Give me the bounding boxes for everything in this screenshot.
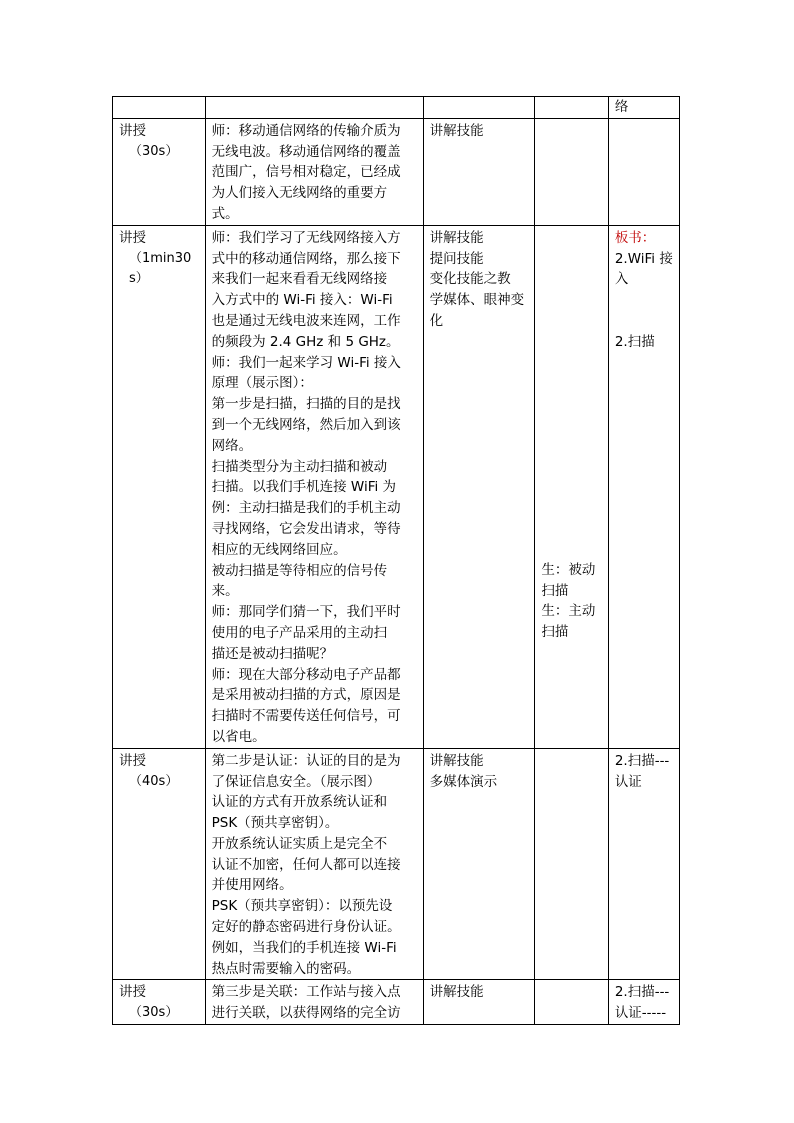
content-line: 师：那同学们猜一下，我们平时 bbox=[211, 604, 401, 621]
board-cell bbox=[608, 980, 679, 1025]
stage-cell bbox=[113, 980, 206, 1025]
content-line: 被动扫描是等待相应的信号传 bbox=[211, 562, 388, 579]
board-line: 认证----- bbox=[614, 1005, 667, 1022]
board-cell bbox=[608, 118, 679, 225]
lesson-plan-table bbox=[112, 96, 680, 1025]
content-line: PSK（预共享密钥）。 bbox=[211, 815, 339, 832]
content-line: 相应的无线网络回应。 bbox=[211, 541, 347, 558]
content-cell bbox=[205, 748, 423, 980]
content-line: 进行关联，以获得网络的完全访 bbox=[211, 1005, 401, 1022]
stage-duration: （1min30s） bbox=[129, 250, 192, 287]
content-line: 第三步是关联：工作站与接入点 bbox=[211, 984, 401, 1001]
content-line: 师：我们学习了无线网络接入方 bbox=[211, 229, 401, 246]
stage-cell bbox=[113, 225, 206, 748]
student-cell bbox=[535, 980, 608, 1025]
board-line: 2.扫描--- bbox=[614, 752, 670, 769]
content-line: 入方式中的 Wi-Fi 接入：Wi-Fi bbox=[211, 292, 393, 309]
table-row bbox=[113, 225, 680, 748]
skill-line: 讲解技能 bbox=[429, 752, 484, 769]
stage-label: 讲授 bbox=[119, 122, 146, 139]
student-line: 扫描 bbox=[541, 624, 569, 641]
student-cell bbox=[535, 748, 608, 980]
stage-duration: （30s） bbox=[129, 143, 179, 159]
content-line: 认证的方式有开放系统认证和 bbox=[211, 794, 388, 811]
content-line: 师：移动通信网络的传输介质为 bbox=[211, 122, 401, 139]
content-line: 描还是被动扫描呢？ bbox=[211, 645, 334, 662]
content-line: 使用的电子产品采用的主动扫 bbox=[211, 624, 388, 641]
board-title: 板书： bbox=[614, 229, 656, 246]
content-line: 扫描。以我们手机连接 WiFi 为 bbox=[211, 479, 397, 496]
content-line: 热点时需要输入的密码。 bbox=[211, 960, 361, 977]
student-cell bbox=[535, 118, 608, 225]
content-line: 到一个无线网络，然后加入到该 bbox=[211, 416, 401, 433]
student-line: 生：主动 bbox=[541, 603, 596, 620]
board-line: 2.WiFi 接 bbox=[614, 250, 673, 267]
skill-line: 变化技能之教 bbox=[429, 271, 511, 288]
stage-label: 讲授 bbox=[119, 752, 146, 769]
board-line: 2.扫描 bbox=[614, 333, 655, 350]
content-line: 例：主动扫描是我们的手机主动 bbox=[211, 500, 401, 517]
content-line: 来。 bbox=[211, 583, 239, 600]
stage-label: 讲授 bbox=[119, 984, 146, 1001]
table-row bbox=[113, 97, 680, 119]
content-line: 式中的移动通信网络，那么接下 bbox=[211, 250, 401, 267]
content-line: 师：我们一起来学习 Wi-Fi 接入 bbox=[211, 354, 401, 371]
content-line: 以省电。 bbox=[211, 728, 266, 745]
content-line: 例如，当我们的手机连接 Wi-Fi bbox=[211, 939, 397, 956]
board-line: 认证 bbox=[614, 773, 642, 790]
content-line: 并使用网络。 bbox=[211, 877, 293, 894]
content-line: 师：现在大部分移动电子产品都 bbox=[211, 666, 401, 683]
table-row bbox=[113, 748, 680, 980]
content-line: 无线电波。移动通信网络的覆盖 bbox=[211, 143, 401, 160]
stage-duration: （40s） bbox=[129, 773, 179, 789]
content-line: PSK（预共享密钥）：以预先设 bbox=[211, 898, 393, 915]
content-line: 扫描类型分为主动扫描和被动 bbox=[211, 458, 388, 475]
content-line: 第二步是认证：认证的目的是为 bbox=[211, 752, 401, 769]
skills-cell bbox=[423, 748, 535, 980]
content-cell bbox=[205, 980, 423, 1025]
content-line: 定好的静态密码进行身份认证。 bbox=[211, 919, 401, 936]
skill-line: 化 bbox=[429, 312, 444, 329]
student-line: 扫描 bbox=[541, 582, 569, 599]
stage-cell bbox=[113, 748, 206, 980]
board-cell bbox=[608, 748, 679, 980]
skills-cell bbox=[423, 97, 535, 119]
skill-line: 多媒体演示 bbox=[429, 773, 498, 790]
content-line: 来我们一起来看看无线网络接 bbox=[211, 271, 388, 288]
content-line: 是采用被动扫描的方式，原因是 bbox=[211, 687, 401, 704]
content-line: 也是通过无线电波来连网，工作 bbox=[211, 312, 401, 329]
content-line: 范围广，信号相对稳定，已经成 bbox=[211, 164, 401, 181]
board-line: 入 bbox=[614, 271, 629, 288]
content-cell bbox=[205, 118, 423, 225]
skill-line: 讲解技能 bbox=[429, 229, 484, 246]
skill-line: 讲解技能 bbox=[429, 122, 484, 139]
student-cell bbox=[535, 97, 608, 119]
content-cell bbox=[205, 97, 423, 119]
content-line: 为人们接入无线网络的重要方 bbox=[211, 185, 388, 202]
skill-line: 学媒体、眼神变 bbox=[429, 292, 525, 309]
skill-line: 提问技能 bbox=[429, 250, 484, 267]
student-cell bbox=[535, 225, 608, 748]
content-line: 第一步是扫描，扫描的目的是找 bbox=[211, 396, 401, 413]
content-line: 式。 bbox=[211, 205, 239, 222]
skills-cell bbox=[423, 980, 535, 1025]
content-line: 认证不加密，任何人都可以连接 bbox=[211, 856, 401, 873]
skills-cell bbox=[423, 118, 535, 225]
stage-cell bbox=[113, 97, 206, 119]
stage-duration: （30s） bbox=[129, 1005, 179, 1021]
board-cell bbox=[608, 225, 679, 748]
board-line: 络 bbox=[614, 99, 629, 115]
student-line: 生：被动 bbox=[541, 561, 596, 578]
board-cell bbox=[608, 97, 679, 119]
content-line: 的频段为 2.4 GHz 和 5 GHz。 bbox=[211, 333, 400, 350]
table-row bbox=[113, 118, 680, 225]
content-line: 开放系统认证实质上是完全不 bbox=[211, 835, 388, 852]
board-line: 2.扫描--- bbox=[614, 984, 670, 1001]
content-line: 扫描时不需要传送任何信号，可 bbox=[211, 708, 401, 725]
content-line: 寻找网络，它会发出请求，等待 bbox=[211, 520, 401, 537]
content-line: 网络。 bbox=[211, 437, 253, 454]
stage-label: 讲授 bbox=[119, 229, 146, 246]
content-line: 原理（展示图）： bbox=[211, 375, 313, 392]
stage-cell bbox=[113, 118, 206, 225]
skills-cell bbox=[423, 225, 535, 748]
content-line: 了保证信息安全。（展示图） bbox=[211, 773, 381, 790]
skill-line: 讲解技能 bbox=[429, 984, 484, 1001]
table-row bbox=[113, 980, 680, 1025]
content-cell bbox=[205, 225, 423, 748]
